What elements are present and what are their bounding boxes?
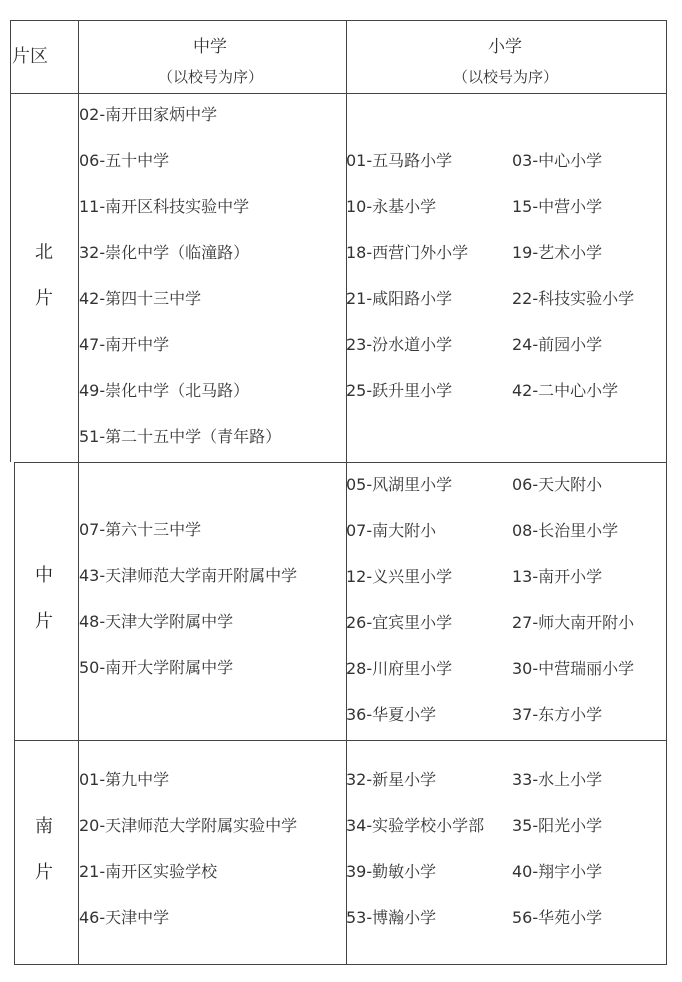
middle-school-item: 46-天津中学 xyxy=(79,908,170,927)
middle-school-item: 49-崇化中学（北马路） xyxy=(79,381,250,400)
primary-school-item: 40-翔宇小学 xyxy=(512,862,603,881)
middle-school-item: 07-第六十三中学 xyxy=(79,520,202,539)
zone-label: 南 xyxy=(35,816,53,837)
primary-school-item: 42-二中心小学 xyxy=(512,381,619,400)
primary-school-item: 03-中心小学 xyxy=(512,151,603,170)
middle-school-item: 51-第二十五中学（青年路） xyxy=(79,427,282,446)
zone-north xyxy=(10,230,78,322)
primary-school-item: 22-科技实验小学 xyxy=(512,289,635,308)
middle-school-item: 11-南开区科技实验中学 xyxy=(79,197,250,216)
primary-school-item: 06-天大附小 xyxy=(512,475,603,494)
primary-school-item: 08-长治里小学 xyxy=(512,521,619,540)
primary-school-item: 35-阳光小学 xyxy=(512,816,603,835)
primary-school-item: 19-艺术小学 xyxy=(512,243,603,262)
header-middle: 中学 xyxy=(193,37,227,57)
primary-school-item: 18-西营门外小学 xyxy=(346,243,469,262)
primary-school-item: 53-博瀚小学 xyxy=(346,908,437,927)
primary-school-item: 39-勤敏小学 xyxy=(346,862,437,881)
primary-school-item: 28-川府里小学 xyxy=(346,659,453,678)
zone-label: 片 xyxy=(35,862,53,883)
table-border-right xyxy=(666,20,667,965)
primary-school-item: 21-咸阳路小学 xyxy=(346,289,453,308)
middle-school-item: 42-第四十三中学 xyxy=(79,289,202,308)
header-primary-note: （以校号为序） xyxy=(453,68,559,86)
primary-school-item: 33-水上小学 xyxy=(512,770,603,789)
primary-school-item: 26-宜宾里小学 xyxy=(346,613,453,632)
primary-school-item: 23-汾水道小学 xyxy=(346,335,453,354)
primary-school-list-south xyxy=(346,757,666,941)
primary-school-item: 13-南开小学 xyxy=(512,567,603,586)
zone-label: 片 xyxy=(35,611,53,632)
primary-school-list-north xyxy=(346,138,666,414)
header-middle-note: （以校号为序） xyxy=(158,68,264,86)
zone-label: 北 xyxy=(35,242,53,263)
middle-school-item: 21-南开区实验学校 xyxy=(79,862,218,881)
zone-label: 中 xyxy=(35,565,53,586)
primary-school-item: 05-风湖里小学 xyxy=(346,475,453,494)
primary-school-list-middle xyxy=(346,462,666,738)
primary-school-item: 15-中营小学 xyxy=(512,197,603,216)
middle-school-item: 43-天津师范大学南开附属中学 xyxy=(79,566,298,585)
primary-school-item: 32-新星小学 xyxy=(346,770,437,789)
primary-school-item: 24-前园小学 xyxy=(512,335,603,354)
middle-school-item: 02-南开田家炳中学 xyxy=(79,105,218,124)
header-primary: 小学 xyxy=(488,37,522,57)
middle-school-item: 06-五十中学 xyxy=(79,151,170,170)
middle-school-item: 32-崇化中学（临潼路） xyxy=(79,243,250,262)
middle-school-item: 01-第九中学 xyxy=(79,770,170,789)
zone-middle xyxy=(10,553,78,645)
primary-school-item: 30-中营瑞丽小学 xyxy=(512,659,635,678)
zone-label: 片 xyxy=(35,288,53,309)
zone-south xyxy=(10,804,78,896)
primary-school-item: 36-华夏小学 xyxy=(346,705,437,724)
primary-school-item: 12-义兴里小学 xyxy=(346,567,453,586)
middle-school-item: 47-南开中学 xyxy=(79,335,170,354)
primary-school-item: 25-跃升里小学 xyxy=(346,381,453,400)
primary-school-item: 01-五马路小学 xyxy=(346,151,453,170)
primary-school-item: 34-实验学校小学部 xyxy=(346,816,485,835)
header-zone: 片区 xyxy=(12,46,48,67)
primary-school-item: 10-永基小学 xyxy=(346,197,437,216)
primary-school-item: 07-南大附小 xyxy=(346,521,437,540)
section-divider xyxy=(14,740,667,741)
table-border-top xyxy=(10,20,667,21)
middle-school-item: 48-天津大学附属中学 xyxy=(79,612,234,631)
primary-school-item: 56-华苑小学 xyxy=(512,908,603,927)
middle-school-item: 50-南开大学附属中学 xyxy=(79,658,234,677)
primary-school-item: 27-师大南开附小 xyxy=(512,613,635,632)
primary-school-item: 37-东方小学 xyxy=(512,705,603,724)
table-border-bottom xyxy=(14,964,667,965)
middle-school-item: 20-天津师范大学附属实验中学 xyxy=(79,816,298,835)
